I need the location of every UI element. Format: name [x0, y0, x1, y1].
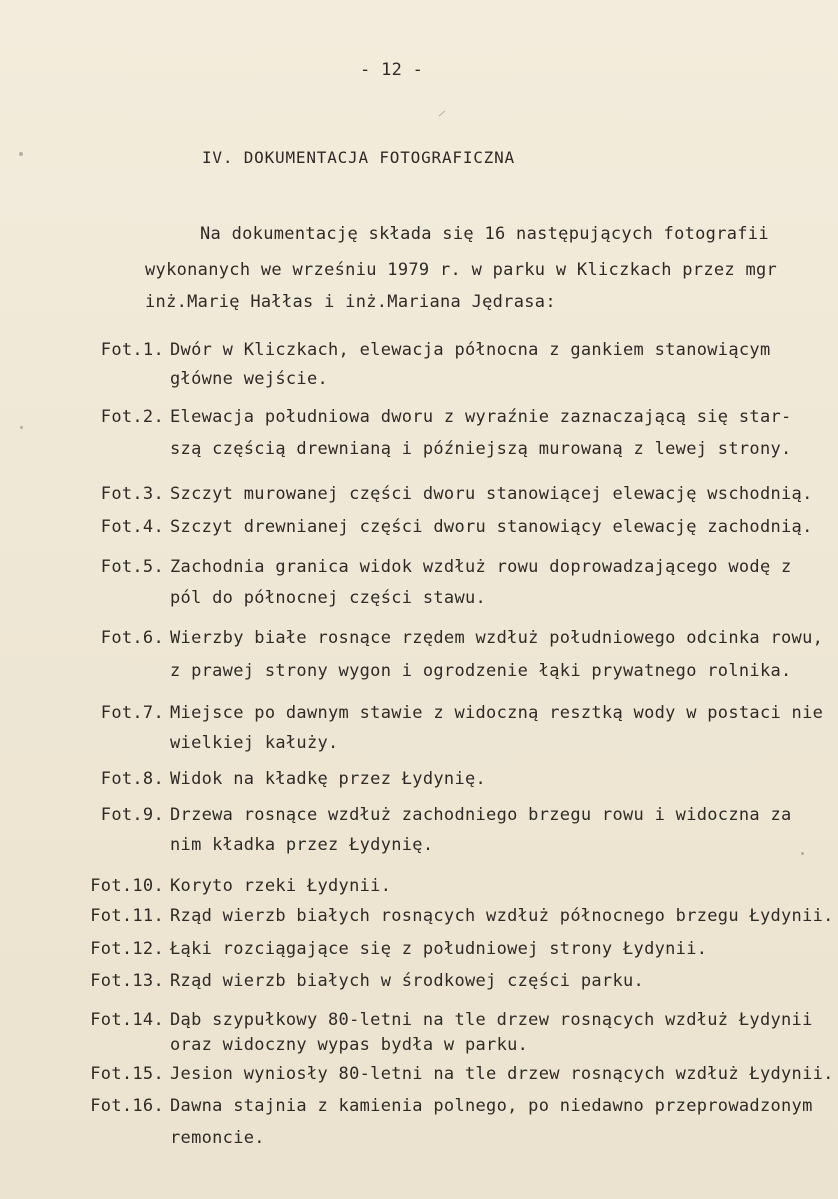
photo-description-line: z prawej strony wygon i ogrodzenie łąki prywatnego rolnika.	[170, 661, 792, 681]
photo-description-line: Dawna stajnia z kamienia polnego, po niedawno przeprowadzonym	[170, 1096, 813, 1116]
section-title: IV. DOKUMENTACJA FOTOGRAFICZNA	[202, 148, 515, 167]
photo-label: Fot.3.	[100, 484, 164, 504]
photo-description-line: Miejsce po dawnym stawie z widoczną resztką wody w postaci nie	[170, 703, 824, 723]
photo-label: Fot.13.	[90, 971, 164, 991]
photo-description-line: Elewacja południowa dworu z wyraźnie zaznaczającą się star-	[170, 407, 792, 427]
photo-description-line: szą częścią drewnianą i późniejszą murowaną z lewej strony.	[170, 439, 792, 459]
photo-description-line: oraz widoczny wypas bydła w parku.	[170, 1035, 529, 1055]
paper-speck	[19, 152, 23, 156]
photo-description-line: Rząd wierzb białych w środkowej części parku.	[170, 971, 645, 991]
photo-label: Fot.11.	[90, 906, 164, 926]
intro-line: inż.Marię Hałłas i inż.Mariana Jędrasa:	[145, 292, 556, 312]
photo-label: Fot.10.	[90, 876, 164, 896]
photo-label: Fot.7.	[100, 703, 164, 723]
photo-description-line: Rząd wierzb białych rosnących wzdłuż północnego brzegu Łydynii.	[170, 906, 834, 926]
photo-label: Fot.12.	[90, 939, 164, 959]
photo-label: Fot.2.	[100, 407, 164, 427]
photo-label: Fot.9.	[100, 805, 164, 825]
photo-description-line: wielkiej kałuży.	[170, 733, 339, 753]
photo-label: Fot.1.	[100, 340, 164, 360]
photo-description-line: główne wejście.	[170, 369, 329, 389]
photo-label: Fot.8.	[100, 769, 164, 789]
photo-description-line: remoncie.	[170, 1128, 265, 1148]
photo-description-line: Jesion wyniosły 80-letni na tle drzew rosnących wzdłuż Łydynii.	[170, 1064, 834, 1084]
photo-label: Fot.15.	[90, 1064, 164, 1084]
photo-description-line: nim kładka przez Łydynię.	[170, 835, 434, 855]
intro-line: Na dokumentację składa się 16 następujących fotografii	[200, 224, 769, 244]
paper-speck	[20, 426, 23, 429]
photo-label: Fot.4.	[100, 517, 164, 537]
photo-description-line: Widok na kładkę przez Łydynię.	[170, 769, 487, 789]
photo-description-line: Koryto rzeki Łydynii.	[170, 876, 392, 896]
photo-description-line: Dwór w Kliczkach, elewacja północna z gankiem stanowiącym	[170, 340, 771, 360]
photo-description-line: Zachodnia granica widok wzdłuż rowu doprowadzającego wodę z	[170, 557, 792, 577]
photo-description-line: pól do północnej części stawu.	[170, 588, 487, 608]
pencil-mark	[439, 110, 446, 116]
photo-description-line: Wierzby białe rosnące rzędem wzdłuż południowego odcinka rowu,	[170, 628, 824, 648]
photo-description-line: Szczyt murowanej części dworu stanowiącej elewację wschodnią.	[170, 484, 813, 504]
photo-label: Fot.6.	[100, 628, 164, 648]
photo-description-line: Drzewa rosnące wzdłuż zachodniego brzegu rowu i widoczna za	[170, 805, 792, 825]
photo-description-line: Szczyt drewnianej części dworu stanowiący elewację zachodnią.	[170, 517, 813, 537]
photo-description-line: Łąki rozciągające się z południowej strony Łydynii.	[170, 939, 708, 959]
page-number: - 12 -	[360, 60, 424, 80]
photo-description-line: Dąb szypułkowy 80-letni na tle drzew rosnących wzdłuż Łydynii	[170, 1010, 813, 1030]
photo-label: Fot.16.	[90, 1096, 164, 1116]
photo-label: Fot.5.	[100, 557, 164, 577]
paper-speck	[801, 852, 804, 855]
intro-line: wykonanych we wrześniu 1979 r. w parku w Kliczkach przez mgr	[145, 260, 778, 280]
photo-label: Fot.14.	[90, 1010, 164, 1030]
